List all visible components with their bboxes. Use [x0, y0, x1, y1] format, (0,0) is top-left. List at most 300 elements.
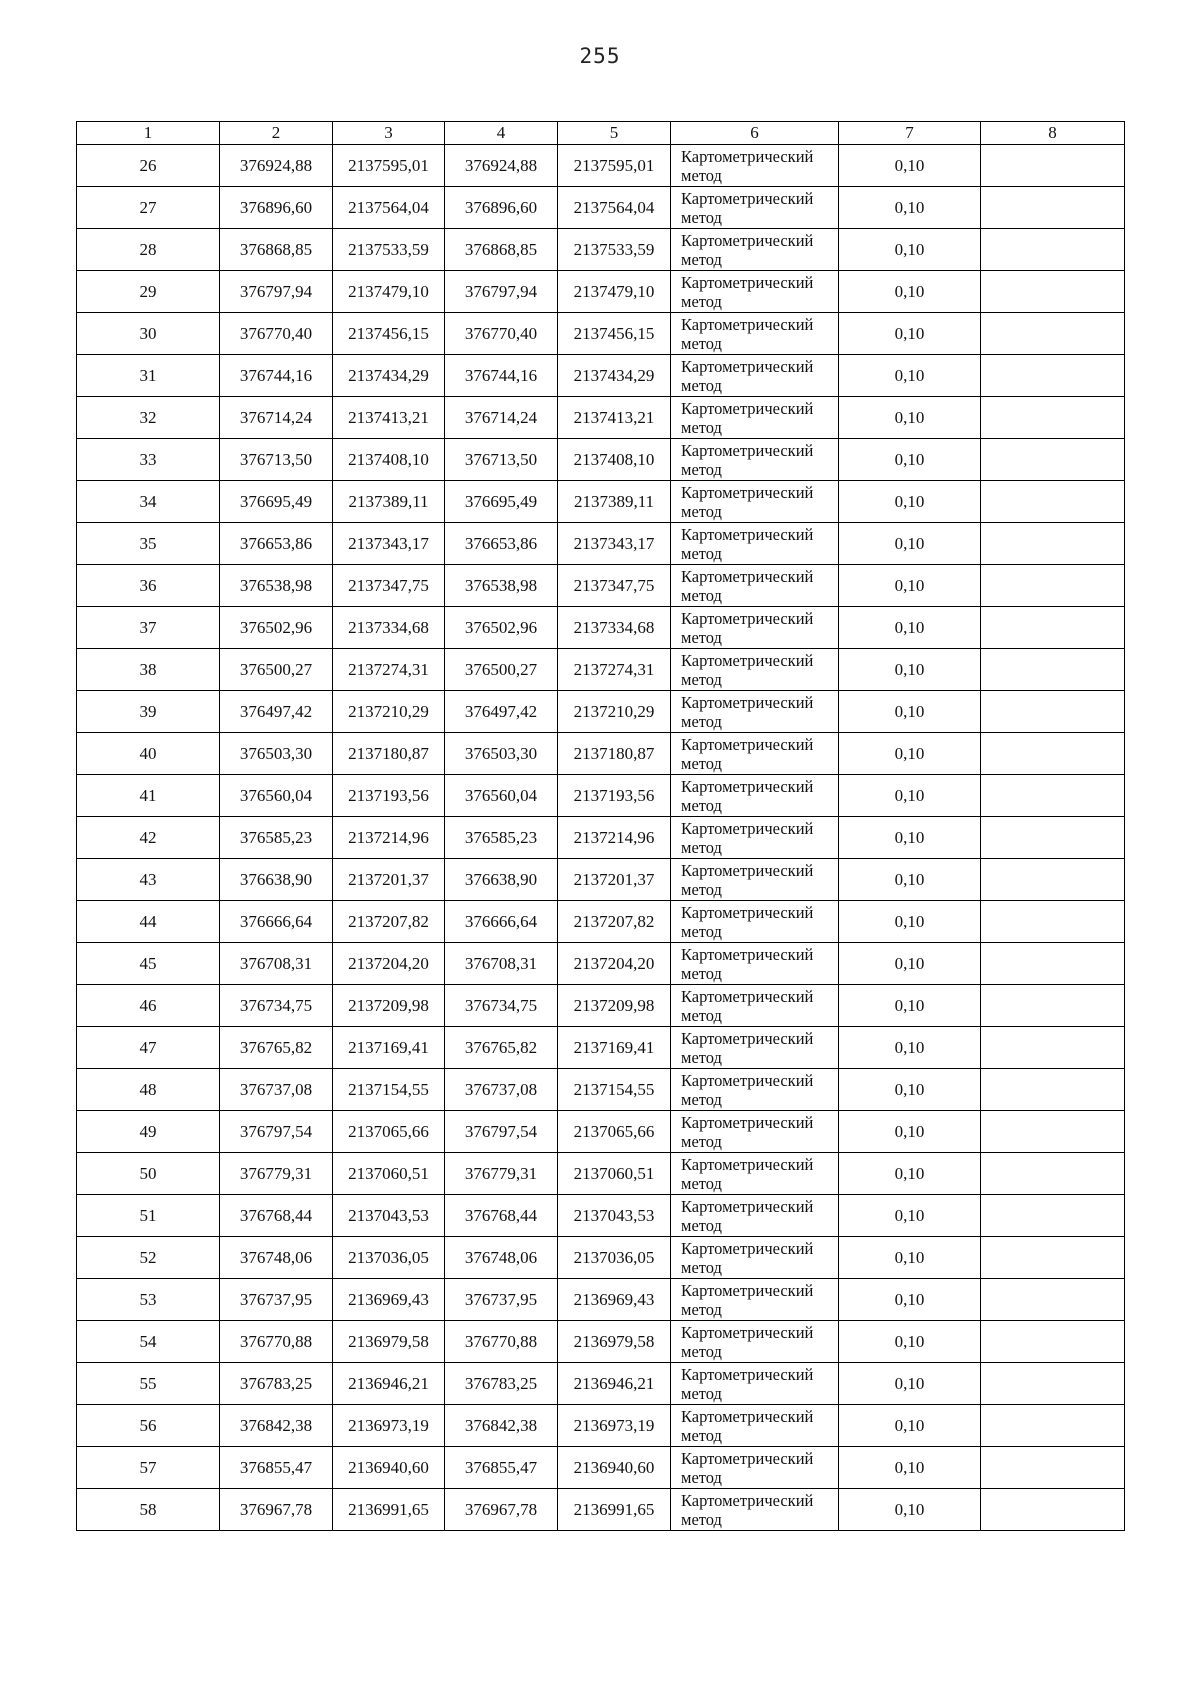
- method-line-1: Картометрический: [681, 440, 814, 460]
- method-cell: [671, 1069, 839, 1111]
- accuracy-cell: 0,10: [839, 1405, 981, 1447]
- note-cell: [981, 1111, 1125, 1153]
- column-header: 8: [981, 122, 1125, 145]
- method-line-2: метод: [681, 165, 722, 185]
- table-row: [77, 271, 1125, 313]
- method-line-2: метод: [681, 1299, 722, 1319]
- x-existing-cell: 376797,54: [220, 1111, 333, 1153]
- method-line-1: Картометрический: [681, 692, 814, 712]
- method-cell: [671, 901, 839, 943]
- note-cell: [981, 649, 1125, 691]
- x-refined-cell: 376695,49: [445, 481, 558, 523]
- y-refined-cell: 2137274,31: [558, 649, 671, 691]
- y-refined-cell: 2137347,75: [558, 565, 671, 607]
- method-cell: [671, 481, 839, 523]
- accuracy-cell: 0,10: [839, 859, 981, 901]
- table-row: [77, 523, 1125, 565]
- y-existing-cell: 2137334,68: [333, 607, 445, 649]
- accuracy-cell: 0,10: [839, 1069, 981, 1111]
- y-existing-cell: 2136940,60: [333, 1447, 445, 1489]
- x-existing-cell: 376855,47: [220, 1447, 333, 1489]
- x-existing-cell: 376748,06: [220, 1237, 333, 1279]
- method-cell: [671, 313, 839, 355]
- accuracy-cell: 0,10: [839, 229, 981, 271]
- table-row: [77, 901, 1125, 943]
- x-existing-cell: 376713,50: [220, 439, 333, 481]
- method-line-1: Картометрический: [681, 1280, 814, 1300]
- y-existing-cell: 2137343,17: [333, 523, 445, 565]
- y-refined-cell: 2137413,21: [558, 397, 671, 439]
- y-refined-cell: 2137193,56: [558, 775, 671, 817]
- point-number-cell: 53: [77, 1279, 220, 1321]
- y-refined-cell: 2137408,10: [558, 439, 671, 481]
- table-header-row: [77, 122, 1125, 145]
- y-existing-cell: 2137413,21: [333, 397, 445, 439]
- accuracy-cell: 0,10: [839, 397, 981, 439]
- method-line-1: Картометрический: [681, 1196, 814, 1216]
- method-line-2: метод: [681, 501, 722, 521]
- table-row: [77, 313, 1125, 355]
- note-cell: [981, 1363, 1125, 1405]
- y-existing-cell: 2137479,10: [333, 271, 445, 313]
- x-existing-cell: 376734,75: [220, 985, 333, 1027]
- y-existing-cell: 2136979,58: [333, 1321, 445, 1363]
- point-number-cell: 46: [77, 985, 220, 1027]
- method-line-2: метод: [681, 1173, 722, 1193]
- x-refined-cell: 376967,78: [445, 1489, 558, 1531]
- method-cell: [671, 145, 839, 187]
- method-line-2: метод: [681, 249, 722, 269]
- y-refined-cell: 2137564,04: [558, 187, 671, 229]
- accuracy-cell: 0,10: [839, 313, 981, 355]
- y-existing-cell: 2137169,41: [333, 1027, 445, 1069]
- x-existing-cell: 376497,42: [220, 691, 333, 733]
- x-existing-cell: 376500,27: [220, 649, 333, 691]
- method-line-1: Картометрический: [681, 860, 814, 880]
- x-refined-cell: 376737,95: [445, 1279, 558, 1321]
- accuracy-cell: 0,10: [839, 1153, 981, 1195]
- accuracy-cell: 0,10: [839, 775, 981, 817]
- point-number-cell: 51: [77, 1195, 220, 1237]
- y-refined-cell: 2137204,20: [558, 943, 671, 985]
- x-existing-cell: 376868,85: [220, 229, 333, 271]
- method-line-2: метод: [681, 669, 722, 689]
- method-line-2: метод: [681, 1509, 722, 1529]
- y-refined-cell: 2136979,58: [558, 1321, 671, 1363]
- method-line-1: Картометрический: [681, 608, 814, 628]
- y-refined-cell: 2137201,37: [558, 859, 671, 901]
- method-line-2: метод: [681, 1215, 722, 1235]
- table-row: [77, 355, 1125, 397]
- note-cell: [981, 1405, 1125, 1447]
- x-refined-cell: 376714,24: [445, 397, 558, 439]
- y-existing-cell: 2137533,59: [333, 229, 445, 271]
- note-cell: [981, 1027, 1125, 1069]
- y-existing-cell: 2137210,29: [333, 691, 445, 733]
- y-existing-cell: 2136991,65: [333, 1489, 445, 1531]
- point-number-cell: 47: [77, 1027, 220, 1069]
- y-refined-cell: 2137060,51: [558, 1153, 671, 1195]
- method-cell: [671, 775, 839, 817]
- note-cell: [981, 607, 1125, 649]
- table-row: [77, 397, 1125, 439]
- y-existing-cell: 2137207,82: [333, 901, 445, 943]
- x-refined-cell: 376585,23: [445, 817, 558, 859]
- x-existing-cell: 376967,78: [220, 1489, 333, 1531]
- y-refined-cell: 2137434,29: [558, 355, 671, 397]
- x-existing-cell: 376896,60: [220, 187, 333, 229]
- method-line-1: Картометрический: [681, 188, 814, 208]
- x-existing-cell: 376770,40: [220, 313, 333, 355]
- method-line-2: метод: [681, 837, 722, 857]
- x-existing-cell: 376765,82: [220, 1027, 333, 1069]
- point-number-cell: 54: [77, 1321, 220, 1363]
- note-cell: [981, 1069, 1125, 1111]
- x-existing-cell: 376768,44: [220, 1195, 333, 1237]
- y-refined-cell: 2137180,87: [558, 733, 671, 775]
- note-cell: [981, 355, 1125, 397]
- table-row: [77, 817, 1125, 859]
- table-row: [77, 1363, 1125, 1405]
- method-cell: [671, 1447, 839, 1489]
- accuracy-cell: 0,10: [839, 439, 981, 481]
- y-refined-cell: 2137169,41: [558, 1027, 671, 1069]
- method-cell: [671, 1321, 839, 1363]
- y-existing-cell: 2137214,96: [333, 817, 445, 859]
- x-refined-cell: 376653,86: [445, 523, 558, 565]
- x-refined-cell: 376924,88: [445, 145, 558, 187]
- x-refined-cell: 376708,31: [445, 943, 558, 985]
- x-existing-cell: 376783,25: [220, 1363, 333, 1405]
- x-refined-cell: 376734,75: [445, 985, 558, 1027]
- table-row: [77, 1321, 1125, 1363]
- column-header: 6: [671, 122, 839, 145]
- x-existing-cell: 376737,95: [220, 1279, 333, 1321]
- note-cell: [981, 775, 1125, 817]
- point-number-cell: 40: [77, 733, 220, 775]
- note-cell: [981, 1489, 1125, 1531]
- accuracy-cell: 0,10: [839, 607, 981, 649]
- method-cell: [671, 397, 839, 439]
- method-cell: [671, 1279, 839, 1321]
- x-existing-cell: 376653,86: [220, 523, 333, 565]
- method-line-2: метод: [681, 1425, 722, 1445]
- y-refined-cell: 2136991,65: [558, 1489, 671, 1531]
- accuracy-cell: 0,10: [839, 1027, 981, 1069]
- note-cell: [981, 313, 1125, 355]
- point-number-cell: 44: [77, 901, 220, 943]
- method-line-1: Картометрический: [681, 356, 814, 376]
- method-cell: [671, 355, 839, 397]
- table-row: [77, 691, 1125, 733]
- point-number-cell: 36: [77, 565, 220, 607]
- y-existing-cell: 2137347,75: [333, 565, 445, 607]
- y-existing-cell: 2137201,37: [333, 859, 445, 901]
- point-number-cell: 29: [77, 271, 220, 313]
- x-existing-cell: 376695,49: [220, 481, 333, 523]
- x-refined-cell: 376560,04: [445, 775, 558, 817]
- table-row: [77, 1111, 1125, 1153]
- method-line-1: Картометрический: [681, 1490, 814, 1510]
- note-cell: [981, 1153, 1125, 1195]
- method-line-2: метод: [681, 753, 722, 773]
- method-line-1: Картометрический: [681, 1406, 814, 1426]
- method-line-1: Картометрический: [681, 1238, 814, 1258]
- method-cell: [671, 1153, 839, 1195]
- table-row: [77, 1237, 1125, 1279]
- x-refined-cell: 376797,54: [445, 1111, 558, 1153]
- method-line-1: Картометрический: [681, 146, 814, 166]
- method-cell: [671, 1405, 839, 1447]
- method-cell: [671, 817, 839, 859]
- method-line-2: метод: [681, 1467, 722, 1487]
- method-line-2: метод: [681, 627, 722, 647]
- note-cell: [981, 985, 1125, 1027]
- method-line-2: метод: [681, 963, 722, 983]
- column-header: 3: [333, 122, 445, 145]
- method-line-1: Картометрический: [681, 1322, 814, 1342]
- table-body: [77, 145, 1125, 1531]
- accuracy-cell: 0,10: [839, 1489, 981, 1531]
- method-line-2: метод: [681, 459, 722, 479]
- table-row: [77, 565, 1125, 607]
- x-existing-cell: 376585,23: [220, 817, 333, 859]
- accuracy-cell: 0,10: [839, 733, 981, 775]
- method-line-1: Картометрический: [681, 524, 814, 544]
- point-number-cell: 32: [77, 397, 220, 439]
- accuracy-cell: 0,10: [839, 1195, 981, 1237]
- x-refined-cell: 376748,06: [445, 1237, 558, 1279]
- method-cell: [671, 271, 839, 313]
- x-refined-cell: 376868,85: [445, 229, 558, 271]
- point-number-cell: 50: [77, 1153, 220, 1195]
- x-refined-cell: 376768,44: [445, 1195, 558, 1237]
- x-refined-cell: 376797,94: [445, 271, 558, 313]
- x-existing-cell: 376538,98: [220, 565, 333, 607]
- method-line-2: метод: [681, 795, 722, 815]
- method-line-1: Картометрический: [681, 1154, 814, 1174]
- x-existing-cell: 376797,94: [220, 271, 333, 313]
- x-existing-cell: 376714,24: [220, 397, 333, 439]
- method-line-1: Картометрический: [681, 314, 814, 334]
- y-existing-cell: 2137204,20: [333, 943, 445, 985]
- method-cell: [671, 733, 839, 775]
- table-row: [77, 1279, 1125, 1321]
- note-cell: [981, 1237, 1125, 1279]
- point-number-cell: 27: [77, 187, 220, 229]
- note-cell: [981, 187, 1125, 229]
- y-refined-cell: 2137214,96: [558, 817, 671, 859]
- note-cell: [981, 817, 1125, 859]
- x-existing-cell: 376708,31: [220, 943, 333, 985]
- x-existing-cell: 376560,04: [220, 775, 333, 817]
- page-number: 255: [579, 44, 621, 68]
- accuracy-cell: 0,10: [839, 1279, 981, 1321]
- note-cell: [981, 523, 1125, 565]
- x-refined-cell: 376744,16: [445, 355, 558, 397]
- y-existing-cell: 2137274,31: [333, 649, 445, 691]
- accuracy-cell: 0,10: [839, 565, 981, 607]
- method-line-1: Картометрический: [681, 230, 814, 250]
- note-cell: [981, 691, 1125, 733]
- note-cell: [981, 145, 1125, 187]
- note-cell: [981, 481, 1125, 523]
- point-number-cell: 49: [77, 1111, 220, 1153]
- x-existing-cell: 376779,31: [220, 1153, 333, 1195]
- x-refined-cell: 376502,96: [445, 607, 558, 649]
- y-refined-cell: 2137207,82: [558, 901, 671, 943]
- x-existing-cell: 376502,96: [220, 607, 333, 649]
- y-existing-cell: 2137065,66: [333, 1111, 445, 1153]
- accuracy-cell: 0,10: [839, 817, 981, 859]
- point-number-cell: 33: [77, 439, 220, 481]
- x-refined-cell: 376737,08: [445, 1069, 558, 1111]
- method-line-2: метод: [681, 1341, 722, 1361]
- table-row: [77, 859, 1125, 901]
- accuracy-cell: 0,10: [839, 1447, 981, 1489]
- method-line-2: метод: [681, 879, 722, 899]
- y-existing-cell: 2137060,51: [333, 1153, 445, 1195]
- table-row: [77, 187, 1125, 229]
- table-row: [77, 607, 1125, 649]
- column-header: 2: [220, 122, 333, 145]
- y-refined-cell: 2137343,17: [558, 523, 671, 565]
- method-line-1: Картометрический: [681, 1448, 814, 1468]
- x-refined-cell: 376842,38: [445, 1405, 558, 1447]
- x-refined-cell: 376538,98: [445, 565, 558, 607]
- x-refined-cell: 376855,47: [445, 1447, 558, 1489]
- y-refined-cell: 2137334,68: [558, 607, 671, 649]
- method-cell: [671, 691, 839, 733]
- method-cell: [671, 607, 839, 649]
- table-row: [77, 943, 1125, 985]
- y-existing-cell: 2137043,53: [333, 1195, 445, 1237]
- method-line-2: метод: [681, 921, 722, 941]
- point-number-cell: 37: [77, 607, 220, 649]
- point-number-cell: 28: [77, 229, 220, 271]
- method-line-1: Картометрический: [681, 986, 814, 1006]
- x-existing-cell: 376744,16: [220, 355, 333, 397]
- y-existing-cell: 2136973,19: [333, 1405, 445, 1447]
- point-number-cell: 45: [77, 943, 220, 985]
- x-refined-cell: 376497,42: [445, 691, 558, 733]
- table-row: [77, 775, 1125, 817]
- accuracy-cell: 0,10: [839, 901, 981, 943]
- method-cell: [671, 187, 839, 229]
- note-cell: [981, 1195, 1125, 1237]
- point-number-cell: 41: [77, 775, 220, 817]
- y-refined-cell: 2137533,59: [558, 229, 671, 271]
- method-cell: [671, 985, 839, 1027]
- x-refined-cell: 376896,60: [445, 187, 558, 229]
- column-header: 4: [445, 122, 558, 145]
- y-existing-cell: 2137595,01: [333, 145, 445, 187]
- method-cell: [671, 565, 839, 607]
- method-line-1: Картометрический: [681, 902, 814, 922]
- method-line-2: метод: [681, 585, 722, 605]
- x-refined-cell: 376666,64: [445, 901, 558, 943]
- method-line-2: метод: [681, 333, 722, 353]
- point-number-cell: 35: [77, 523, 220, 565]
- method-line-1: Картометрический: [681, 818, 814, 838]
- table-row: [77, 439, 1125, 481]
- method-line-2: метод: [681, 1257, 722, 1277]
- method-cell: [671, 1489, 839, 1531]
- accuracy-cell: 0,10: [839, 187, 981, 229]
- accuracy-cell: 0,10: [839, 1321, 981, 1363]
- method-cell: [671, 439, 839, 481]
- point-number-cell: 34: [77, 481, 220, 523]
- method-line-2: метод: [681, 417, 722, 437]
- note-cell: [981, 943, 1125, 985]
- table-row: [77, 985, 1125, 1027]
- method-line-1: Картометрический: [681, 776, 814, 796]
- x-existing-cell: 376666,64: [220, 901, 333, 943]
- y-existing-cell: 2137180,87: [333, 733, 445, 775]
- y-existing-cell: 2136946,21: [333, 1363, 445, 1405]
- method-line-2: метод: [681, 1089, 722, 1109]
- x-existing-cell: 376842,38: [220, 1405, 333, 1447]
- table-row: [77, 1069, 1125, 1111]
- y-refined-cell: 2137210,29: [558, 691, 671, 733]
- method-line-2: метод: [681, 291, 722, 311]
- x-refined-cell: 376770,40: [445, 313, 558, 355]
- method-line-1: Картометрический: [681, 1028, 814, 1048]
- note-cell: [981, 1447, 1125, 1489]
- table-row: [77, 1405, 1125, 1447]
- y-refined-cell: 2136946,21: [558, 1363, 671, 1405]
- table-row: [77, 229, 1125, 271]
- note-cell: [981, 1279, 1125, 1321]
- y-existing-cell: 2137209,98: [333, 985, 445, 1027]
- note-cell: [981, 565, 1125, 607]
- y-refined-cell: 2136973,19: [558, 1405, 671, 1447]
- table-row: [77, 1195, 1125, 1237]
- accuracy-cell: 0,10: [839, 355, 981, 397]
- accuracy-cell: 0,10: [839, 1363, 981, 1405]
- accuracy-cell: 0,10: [839, 481, 981, 523]
- table-row: [77, 1153, 1125, 1195]
- method-line-1: Картометрический: [681, 734, 814, 754]
- y-refined-cell: 2137043,53: [558, 1195, 671, 1237]
- method-line-2: метод: [681, 1005, 722, 1025]
- method-cell: [671, 229, 839, 271]
- point-number-cell: 31: [77, 355, 220, 397]
- method-line-1: Картометрический: [681, 1364, 814, 1384]
- point-number-cell: 26: [77, 145, 220, 187]
- accuracy-cell: 0,10: [839, 523, 981, 565]
- method-cell: [671, 649, 839, 691]
- x-refined-cell: 376500,27: [445, 649, 558, 691]
- point-number-cell: 48: [77, 1069, 220, 1111]
- y-existing-cell: 2137456,15: [333, 313, 445, 355]
- note-cell: [981, 1321, 1125, 1363]
- accuracy-cell: 0,10: [839, 1237, 981, 1279]
- y-refined-cell: 2136969,43: [558, 1279, 671, 1321]
- y-refined-cell: 2137154,55: [558, 1069, 671, 1111]
- x-refined-cell: 376713,50: [445, 439, 558, 481]
- point-number-cell: 52: [77, 1237, 220, 1279]
- method-line-1: Картометрический: [681, 650, 814, 670]
- x-existing-cell: 376503,30: [220, 733, 333, 775]
- method-cell: [671, 1111, 839, 1153]
- accuracy-cell: 0,10: [839, 1111, 981, 1153]
- method-line-2: метод: [681, 1047, 722, 1067]
- method-line-1: Картометрический: [681, 944, 814, 964]
- x-existing-cell: 376638,90: [220, 859, 333, 901]
- point-number-cell: 56: [77, 1405, 220, 1447]
- note-cell: [981, 859, 1125, 901]
